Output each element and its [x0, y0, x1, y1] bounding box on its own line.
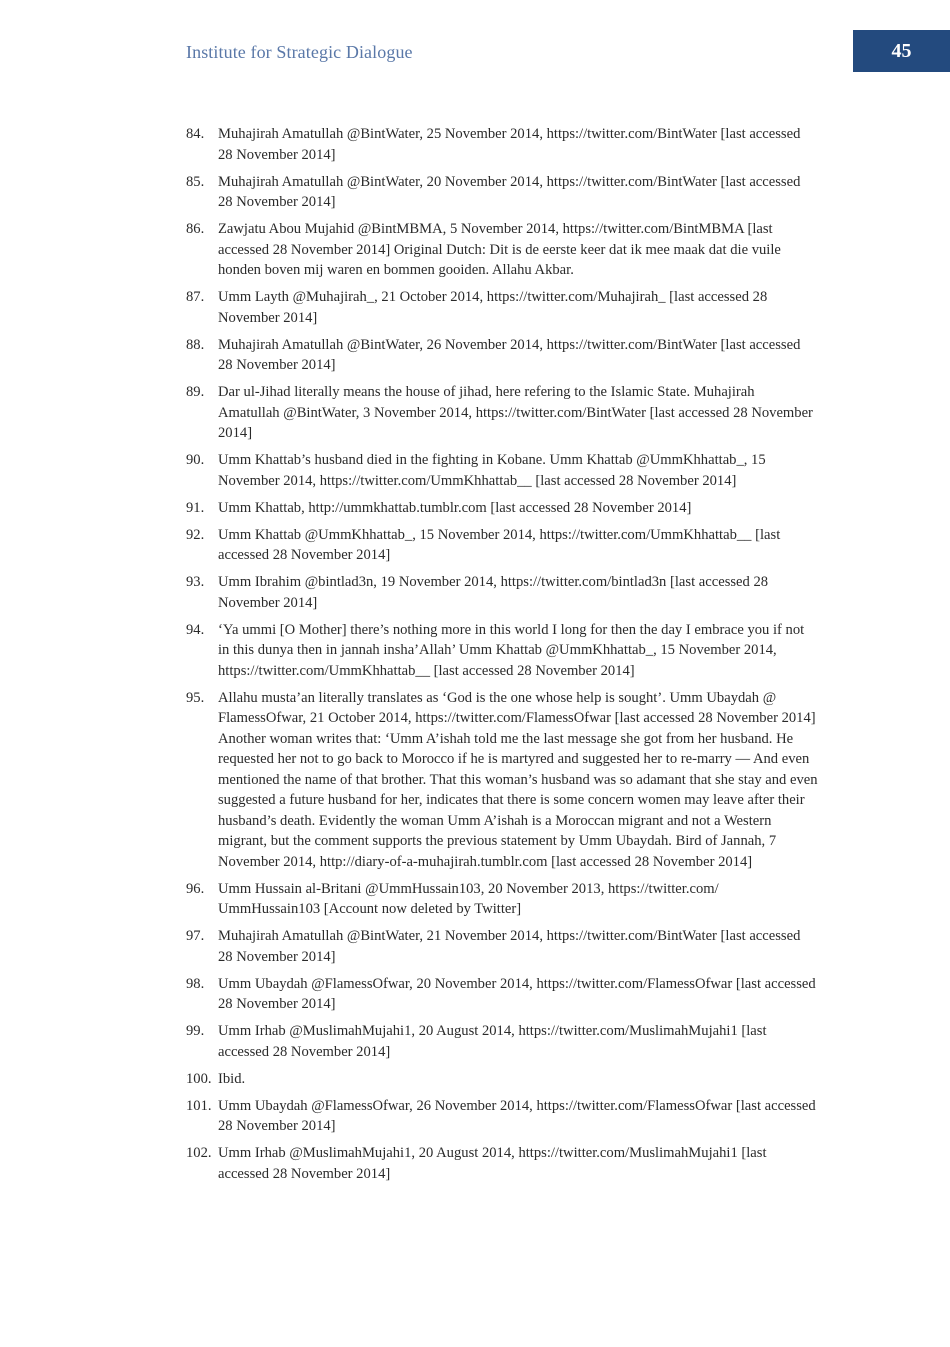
- endnote-text: Muhajirah Amatullah @BintWater, 20 November 2014, https://twitter.com/BintWater [last accessed 28 November 2014]: [218, 173, 801, 210]
- endnote-text: Umm Ubaydah @FlamessOfwar, 26 November 2014, https://twitter.com/FlamessOfwar [last accessed 28 November 2014]: [218, 1097, 816, 1134]
- endnote: [186, 620, 818, 682]
- endnote: [186, 688, 818, 873]
- endnote-number: 93.: [186, 574, 205, 590]
- endnote: [186, 974, 818, 1015]
- endnote-number: 100.: [186, 1070, 212, 1087]
- endnote-number: 97.: [186, 928, 205, 944]
- endnote-number: 99.: [186, 1023, 205, 1039]
- endnote: [186, 1143, 818, 1184]
- endnote-text: Umm Ubaydah @FlamessOfwar, 20 November 2014, https://twitter.com/FlamessOfwar [last accessed 28 November 2014]: [218, 975, 816, 1012]
- endnote: [186, 572, 818, 613]
- endnote-number: 101.: [186, 1097, 212, 1114]
- endnote-text: Muhajirah Amatullah @BintWater, 25 November 2014, https://twitter.com/BintWater [last accessed 28 November 2014]: [218, 126, 801, 163]
- endnote-text: Allahu musta’an literally translates as ‘God is the one whose help is sought’. Umm Ubaydah @ FlamessOfwar, 21 October 2014, https://twitter.com/FlamessOfwar [last accessed 28 November 2014] Another woman writes that: ‘Umm A’ishah told me the last message she got from her husband. He requested her not to go back to Morocco if he is martyred and suggested her to re-marry — And even mentioned the name of that brother. That this woman’s husband was so adamant that she stay and even suggested a future husband for her, indicates that there is some concern women may leave after their husband’s death. Evidently the woman Umm A’ishah is a Moroccan migrant and not a Western migrant, but the comment supports the previous statement by Umm Ubaydah. Bird of Jannah, 7 November 2014, http://diary-of-a-muhajirah.tumblr.com [last accessed 28 November 2014]: [218, 689, 818, 870]
- endnote-number: 96.: [186, 880, 205, 897]
- endnote-number: 91.: [186, 499, 205, 516]
- endnote-text: Muhajirah Amatullah @BintWater, 26 November 2014, https://twitter.com/BintWater [last accessed 28 November 2014]: [218, 336, 801, 373]
- page-number-tab: [853, 30, 950, 72]
- endnote-text: Umm Layth @Muhajirah_, 21 October 2014, https://twitter.com/Muhajirah_ [last accessed 28 November 2014]: [218, 289, 768, 326]
- endnote-number: 92.: [186, 526, 205, 543]
- endnote-number: 98.: [186, 975, 205, 992]
- endnote-text: Ibid.: [218, 1070, 246, 1087]
- endnote: [186, 287, 818, 328]
- endnote-number: 84.: [186, 126, 205, 142]
- endnote-number: 87.: [186, 289, 205, 305]
- endnote: [186, 498, 818, 519]
- endnote-text: Umm Hussain al-Britani @UmmHussain103, 20 November 2013, https://twitter.com/ UmmHussain103 [Account now deleted by Twitter]: [218, 880, 719, 917]
- endnotes-list: [186, 124, 818, 1191]
- endnote: [186, 525, 818, 566]
- endnote: [186, 335, 818, 376]
- endnote-text: Umm Khattab @UmmKhhattab_, 15 November 2014, https://twitter.com/UmmKhhattab__ [last accessed 28 November 2014]: [218, 526, 781, 563]
- endnote: [186, 1021, 818, 1062]
- endnote: [186, 172, 818, 213]
- endnote: [186, 1096, 818, 1137]
- page-number: 45: [891, 39, 912, 62]
- endnote: [186, 124, 818, 165]
- endnote-number: 90.: [186, 452, 205, 468]
- endnote-text: Umm Khattab, http://ummkhattab.tumblr.com [last accessed 28 November 2014]: [218, 499, 692, 516]
- endnote-number: 95.: [186, 689, 205, 706]
- endnote: [186, 1069, 818, 1090]
- endnote-text: ‘Ya ummi [O Mother] there’s nothing more in this world I long for then the day I embrace you if not in this dunya then in jannah insha’Allah’ Umm Khattab @UmmKhhattab_, 15 November 2014, https://twitter.com/UmmKhhattab__ [last accessed 28 November 2014]: [218, 621, 805, 679]
- endnote: [186, 879, 818, 920]
- endnote-number: 86.: [186, 221, 205, 237]
- endnote-text: Umm Ibrahim @bintlad3n, 19 November 2014, https://twitter.com/bintlad3n [last accessed 28 November 2014]: [218, 574, 769, 611]
- endnote-text: Umm Irhab @MuslimahMujahi1, 20 August 2014, https://twitter.com/MuslimahMujahi1 [last accessed 28 November 2014]: [218, 1145, 767, 1182]
- running-header-title: Institute for Strategic Dialogue: [186, 42, 413, 62]
- endnote-number: 85.: [186, 173, 205, 190]
- endnote-number: 89.: [186, 384, 205, 400]
- endnote-text: Umm Khattab’s husband died in the fighting in Kobane. Umm Khattab @UmmKhhattab_, 15 November 2014, https://twitter.com/UmmKhhattab__ [last accessed 28 November 2014]: [218, 452, 766, 489]
- endnote-number: 88.: [186, 336, 205, 353]
- endnote-text: Muhajirah Amatullah @BintWater, 21 November 2014, https://twitter.com/BintWater [last accessed 28 November 2014]: [218, 928, 801, 965]
- endnote: [186, 450, 818, 491]
- endnote-number: 94.: [186, 621, 205, 638]
- endnote-text: Umm Irhab @MuslimahMujahi1, 20 August 2014, https://twitter.com/MuslimahMujahi1 [last accessed 28 November 2014]: [218, 1023, 767, 1060]
- endnote: [186, 926, 818, 967]
- endnote-number: 102.: [186, 1145, 212, 1161]
- endnote: [186, 382, 818, 444]
- endnote: [186, 219, 818, 281]
- endnote-text: Zawjatu Abou Mujahid @BintMBMA, 5 November 2014, https://twitter.com/BintMBMA [last accessed 28 November 2014] Original Dutch: Dit is de eerste keer dat ik mee maak dat die vuile honden boven mij waren en bommen gooiden. Allahu Akbar.: [218, 221, 781, 278]
- endnote-text: Dar ul-Jihad literally means the house of jihad, here refering to the Islamic State. Muhajirah Amatullah @BintWater, 3 November 2014, https://twitter.com/BintWater [last accessed 28 November 2014]: [218, 384, 813, 441]
